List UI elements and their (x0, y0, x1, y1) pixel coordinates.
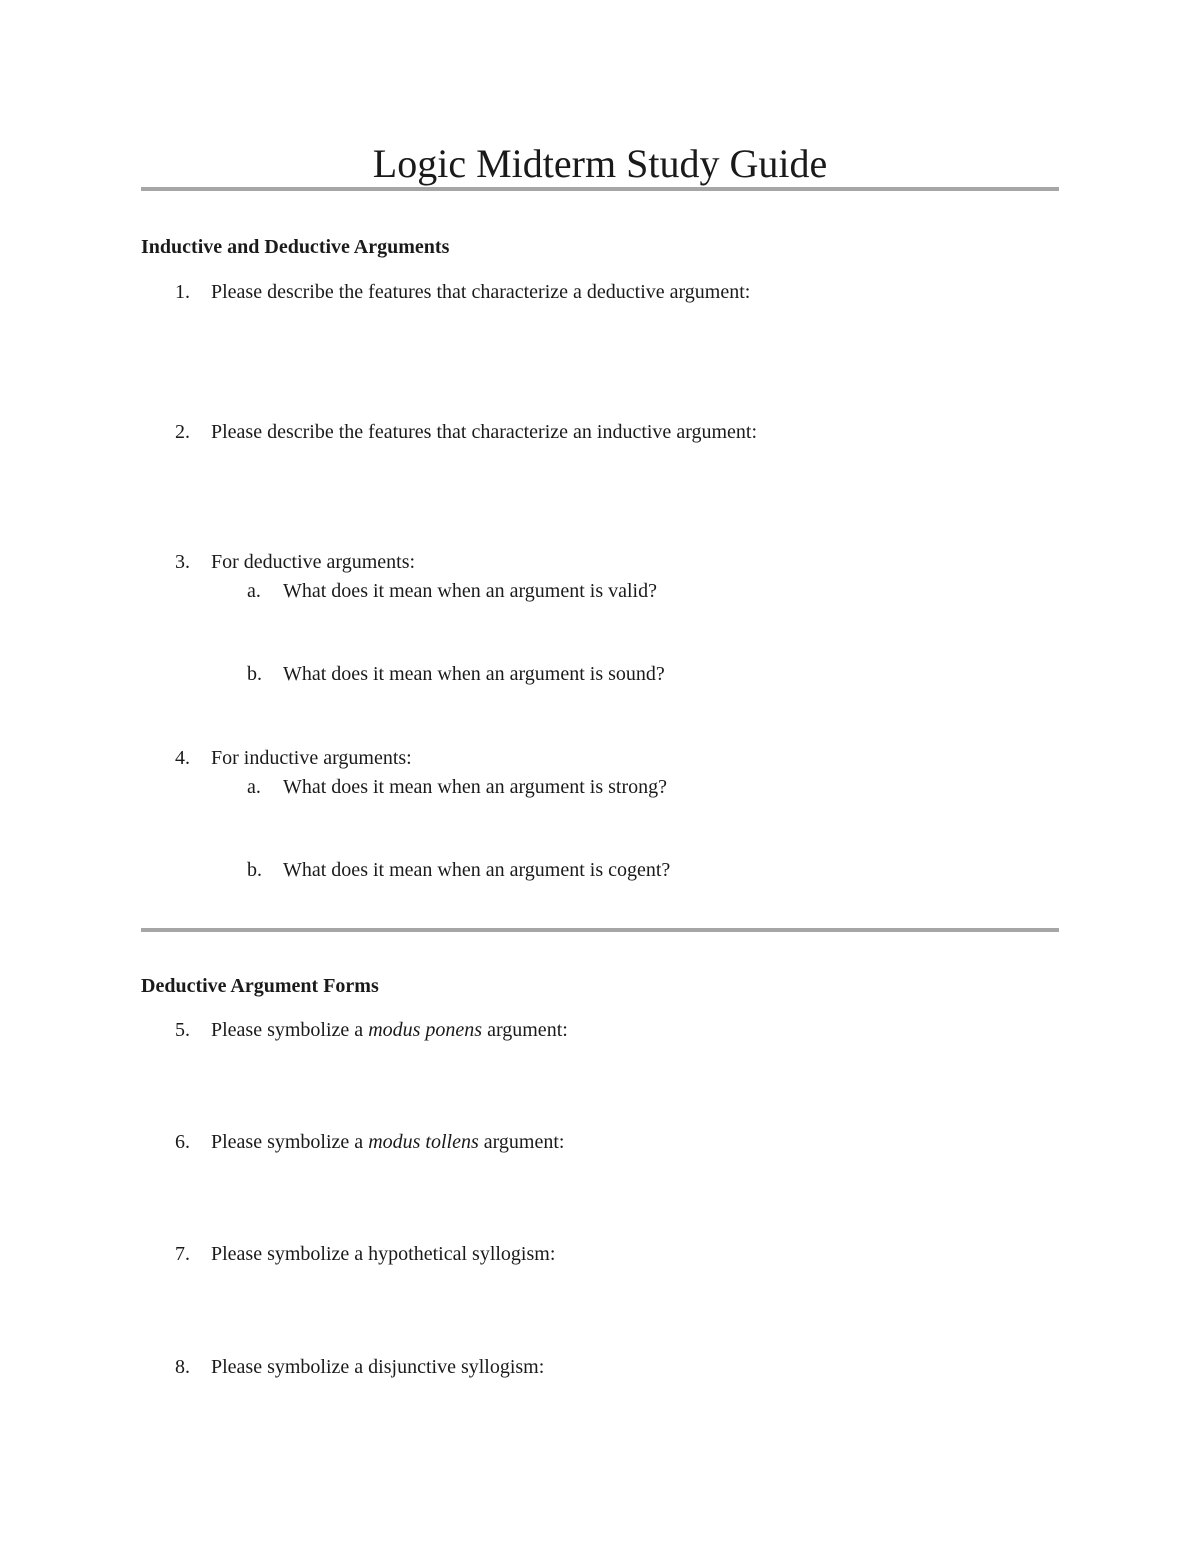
question-number: 7. (175, 1243, 190, 1265)
question-text-prefix: Please symbolize a (211, 1019, 369, 1041)
question-number: 2. (175, 421, 190, 443)
latin-term: modus ponens (368, 1019, 483, 1041)
subquestion-text: What does it mean when an argument is strong? (283, 776, 667, 798)
subquestion-text: What does it mean when an argument is cogent? (283, 859, 671, 881)
question-number: 8. (175, 1356, 190, 1378)
latin-term: modus tollens (368, 1131, 479, 1153)
question-text (211, 1017, 568, 1043)
subquestion-letter: b. (247, 859, 262, 881)
title-divider (141, 187, 1059, 191)
question-number: 4. (175, 747, 190, 769)
subquestion-text: What does it mean when an argument is valid? (283, 580, 657, 602)
subquestion-text: What does it mean when an argument is sound? (283, 663, 665, 685)
question-text: Please describe the features that characterize an inductive argument: (211, 421, 758, 443)
question-text-prefix: Please symbolize a (211, 1131, 369, 1153)
question-number: 1. (175, 281, 190, 303)
question-text (211, 1129, 564, 1155)
page-title: Logic Midterm Study Guide (372, 141, 828, 186)
subquestion-letter: a. (247, 776, 261, 798)
subquestion-letter: b. (247, 663, 262, 685)
question-text: For inductive arguments: (211, 747, 412, 769)
question-text-suffix: argument: (478, 1131, 565, 1153)
question-text: Please symbolize a hypothetical syllogism: (211, 1243, 556, 1265)
section-heading-argument-forms: Deductive Argument Forms (141, 975, 379, 997)
question-text: Please symbolize a disjunctive syllogism: (211, 1356, 545, 1378)
question-text: For deductive arguments: (211, 551, 416, 573)
section-divider (141, 928, 1059, 932)
question-text-suffix: argument: (482, 1019, 568, 1041)
question-number: 6. (175, 1131, 190, 1153)
subquestion-letter: a. (247, 580, 261, 602)
question-text: Please describe the features that characterize a deductive argument: (211, 281, 751, 303)
question-number: 5. (175, 1019, 190, 1041)
section-heading-inductive-deductive: Inductive and Deductive Arguments (141, 236, 450, 258)
question-number: 3. (175, 551, 190, 573)
